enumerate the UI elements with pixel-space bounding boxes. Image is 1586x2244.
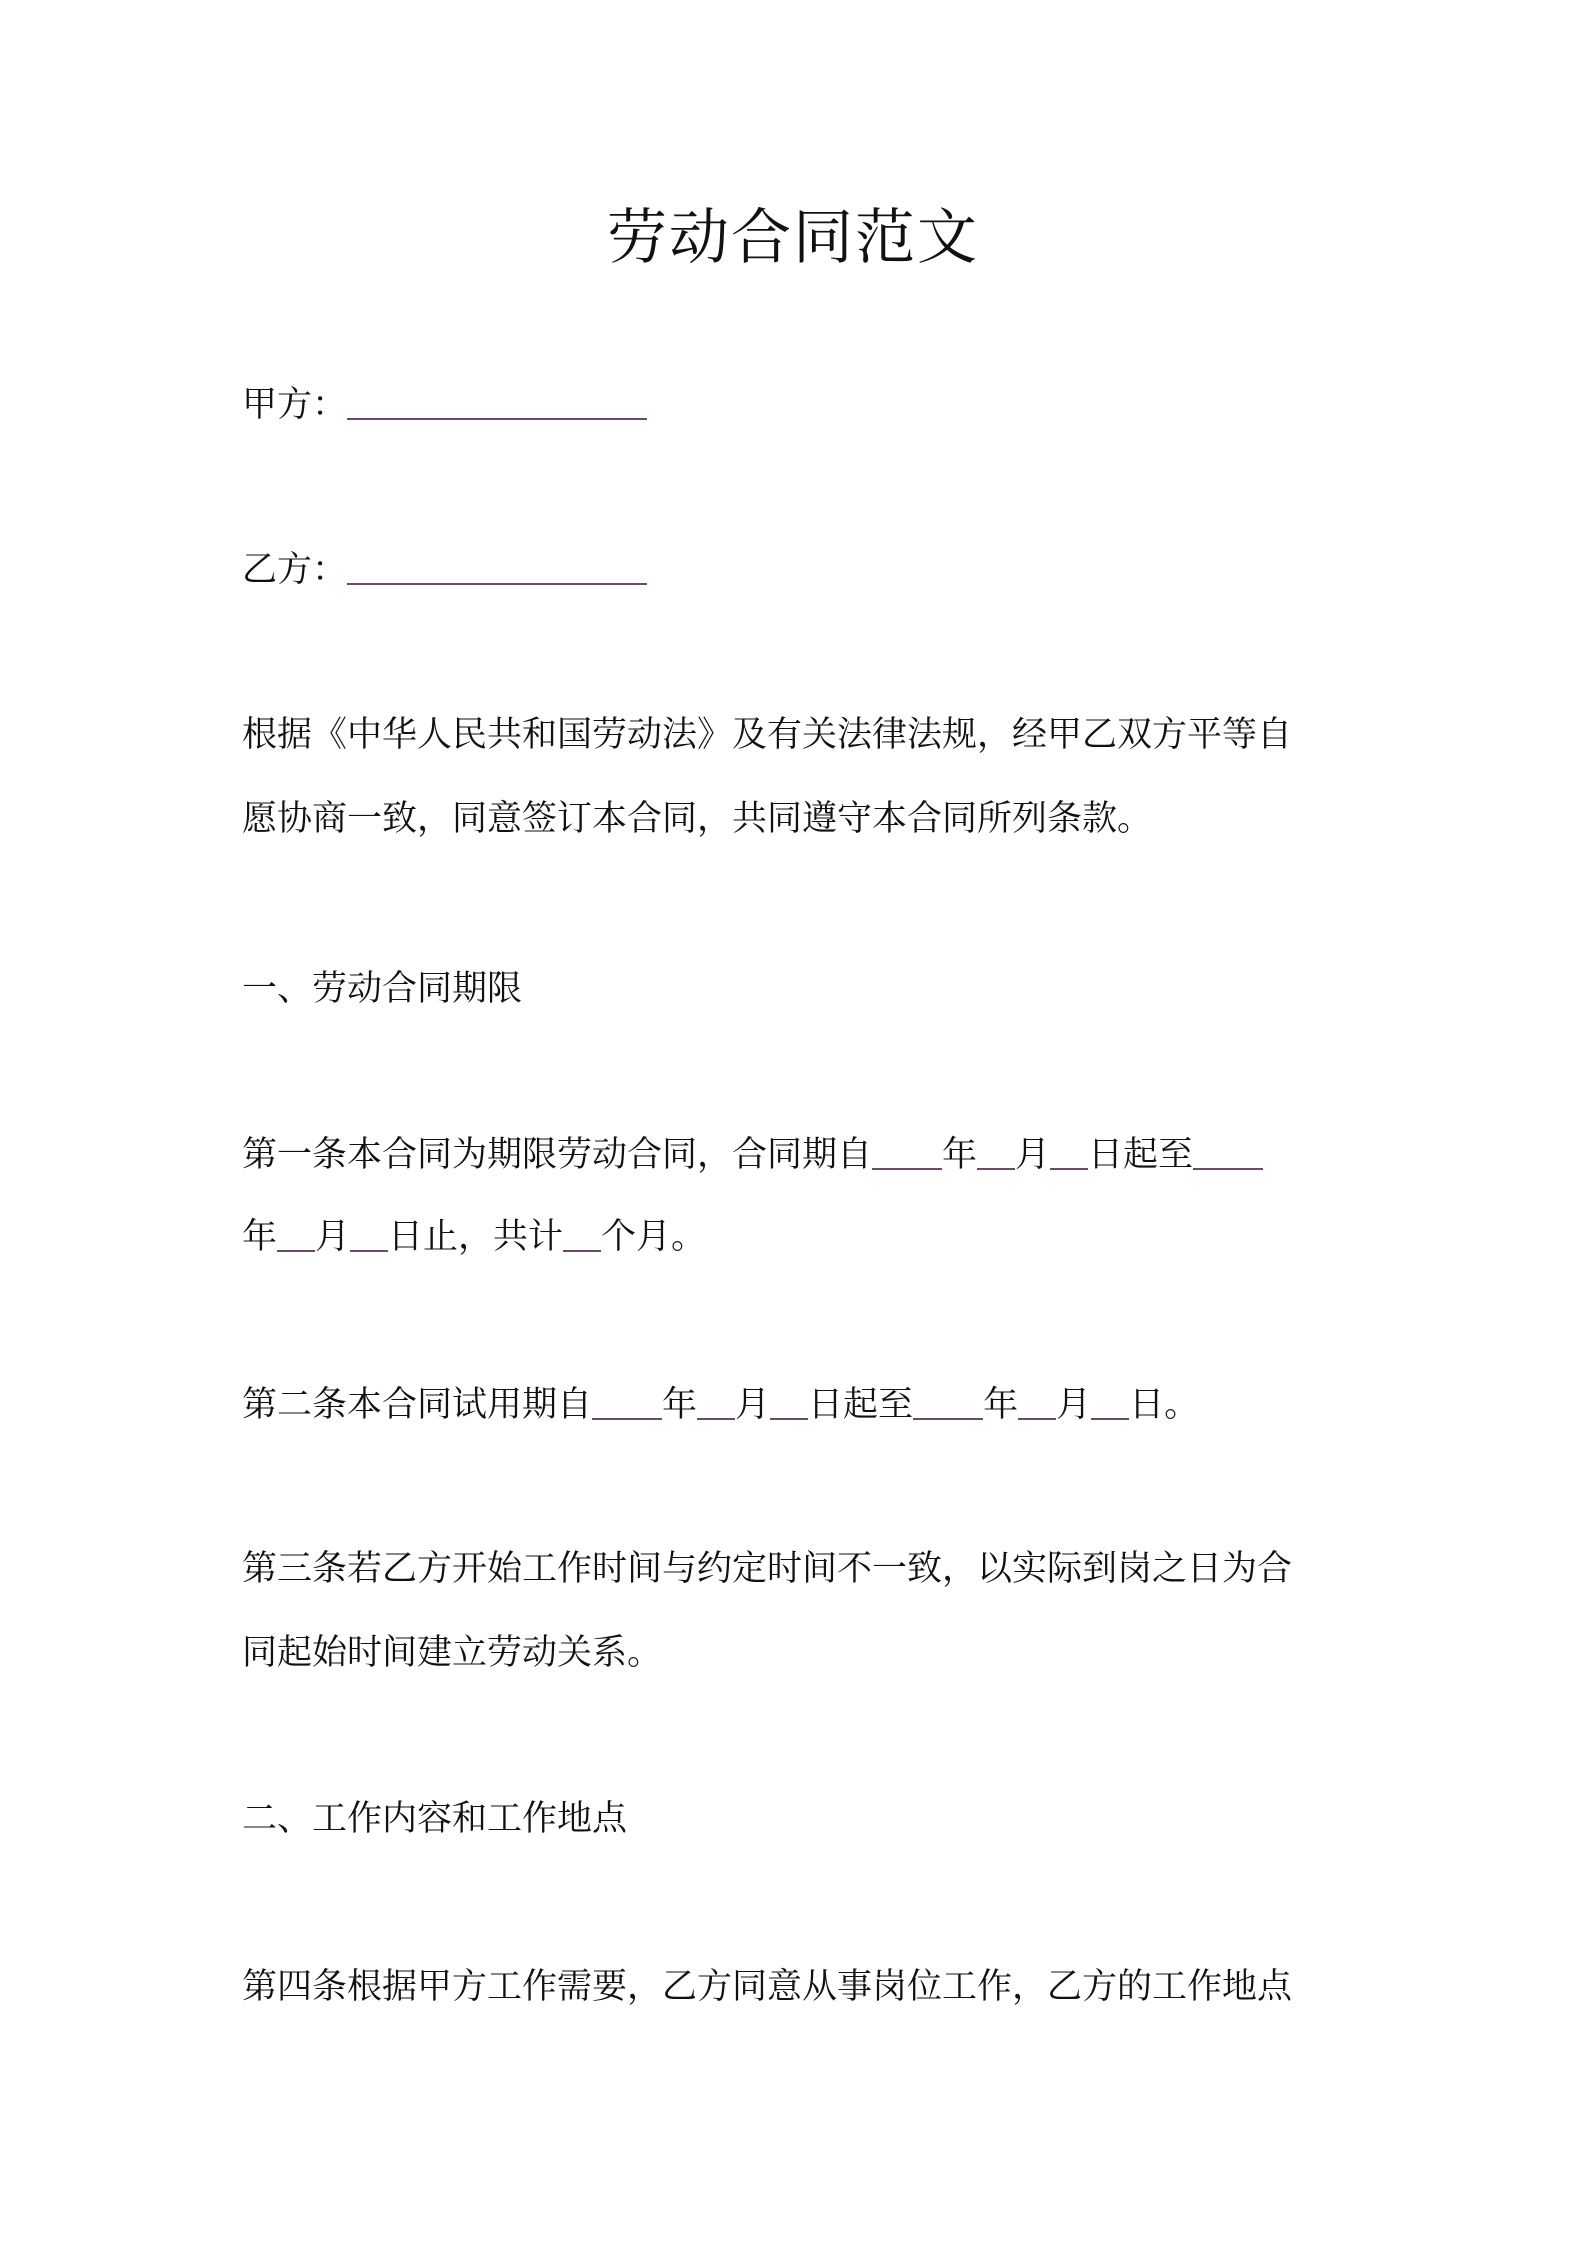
month-blank	[277, 1220, 315, 1252]
article-2-text-f: 月	[1056, 1385, 1092, 1425]
article-1-text-a: 第一条本合同为期限劳动合同，合同期自	[242, 1135, 873, 1175]
article-4-line-1: 第四条根据甲方工作需要，乙方同意从事岗位工作，乙方的工作地点	[242, 1967, 1293, 2007]
year-blank	[913, 1388, 983, 1420]
party-a-blank	[347, 388, 647, 420]
article-2-line	[242, 1383, 1199, 1427]
month-blank	[697, 1388, 735, 1420]
party-b-line	[242, 548, 647, 592]
document-title: 劳动合同范文	[607, 203, 979, 273]
day-blank	[350, 1220, 388, 1252]
party-a-label: 甲方：	[242, 385, 348, 425]
article-2-text-d: 日起至	[808, 1385, 914, 1425]
months-count-blank	[563, 1220, 601, 1252]
article-1-line-1	[242, 1133, 1263, 1177]
section-1-heading: 一、劳动合同期限	[242, 969, 523, 1009]
party-b-label: 乙方：	[242, 550, 348, 590]
day-blank	[1091, 1388, 1129, 1420]
article-2-text-c: 月	[735, 1385, 771, 1425]
preamble-line-1: 根据《中华人民共和国劳动法》及有关法律法规，经甲乙双方平等自	[242, 715, 1293, 755]
day-blank	[770, 1388, 808, 1420]
article-2-text-e: 年	[983, 1385, 1019, 1425]
article-1-text-f: 月	[315, 1217, 351, 1257]
article-3-line-2: 同起始时间建立劳动关系。	[242, 1633, 663, 1673]
year-blank	[1193, 1138, 1263, 1170]
party-b-blank	[347, 553, 647, 585]
article-3-line-1: 第三条若乙方开始工作时间与约定时间不一致，以实际到岗之日为合	[242, 1549, 1293, 1589]
article-2-text-g: 日。	[1129, 1385, 1200, 1425]
month-blank	[1018, 1388, 1056, 1420]
preamble-line-2: 愿协商一致，同意签订本合同，共同遵守本合同所列条款。	[242, 799, 1153, 839]
year-blank	[592, 1388, 662, 1420]
year-blank	[872, 1138, 942, 1170]
article-1-text-b: 年	[942, 1135, 978, 1175]
article-1-text-e: 年	[242, 1217, 278, 1257]
party-a-line	[242, 383, 647, 427]
article-2-text-a: 第二条本合同试用期自	[242, 1385, 593, 1425]
article-1-line-2	[242, 1215, 706, 1259]
day-blank	[1050, 1138, 1088, 1170]
article-1-text-g: 日止，共计	[388, 1217, 564, 1257]
article-2-text-b: 年	[662, 1385, 698, 1425]
article-1-text-d: 日起至	[1088, 1135, 1194, 1175]
month-blank	[977, 1138, 1015, 1170]
article-1-text-c: 月	[1015, 1135, 1051, 1175]
section-2-heading: 二、工作内容和工作地点	[242, 1799, 628, 1839]
article-1-text-h: 个月。	[601, 1217, 707, 1257]
